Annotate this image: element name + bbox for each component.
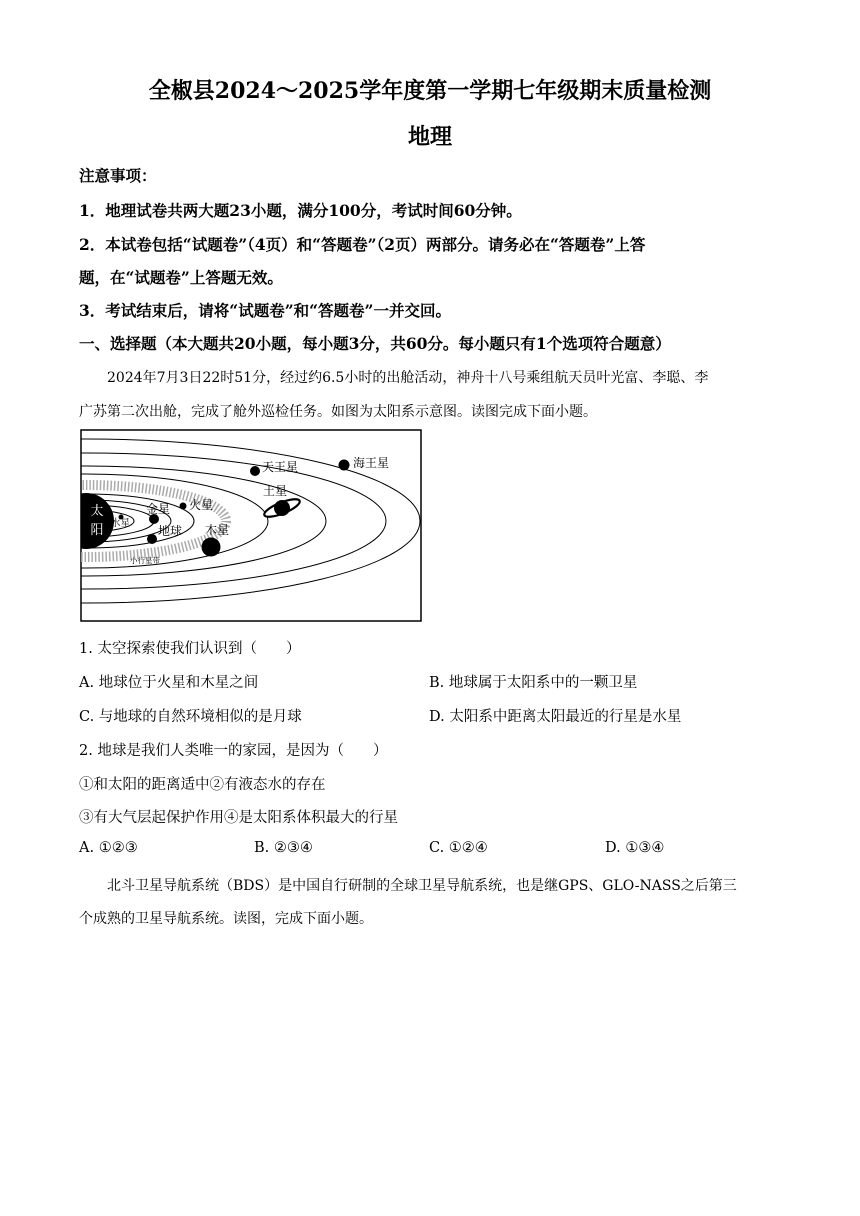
exam-title: 全椒县2024～2025学年度第一学期七年级期末质量检测 — [148, 78, 712, 104]
solar-system-diagram — [80, 429, 422, 622]
jupiter-label: 木星 — [205, 523, 230, 537]
mars — [180, 503, 187, 510]
passage-1-line-1: 2024年7月3日22时51分，经过约6.5小时的出舱活动，神舟十八号乘组航天员叶光富、李聪、李 — [107, 370, 709, 386]
q1-option-a: A. 地球位于火星和木星之间 — [79, 675, 259, 691]
asteroid-belt-label: 小行星带 — [130, 556, 160, 565]
section-heading: 一、选择题（本大题共20小题，每小题3分，共60分。每小题只有1个选项符合题意） — [79, 334, 671, 353]
uranus-label: 天王星 — [262, 460, 299, 474]
q2-stem: 2. 地球是我们人类唯一的家园，是因为（ ） — [79, 743, 388, 759]
neptune — [339, 460, 350, 471]
passage-2-line-2: 个成熟的卫星导航系统。读图，完成下面小题。 — [79, 911, 373, 927]
saturn — [274, 500, 290, 516]
q1-option-b: B. 地球属于太阳系中的一颗卫星 — [429, 675, 638, 691]
earth — [147, 534, 157, 544]
q2-option-c: C. ①②④ — [429, 840, 488, 856]
notice-heading: 注意事项： — [79, 166, 157, 185]
earth-label: 地球 — [158, 524, 183, 538]
jupiter — [202, 538, 221, 557]
notice-item-3: 3．考试结束后，请将“试题卷”和“答题卷”一并交回。 — [79, 301, 451, 320]
neptune-label: 海王星 — [353, 456, 390, 470]
uranus — [250, 466, 260, 476]
mars-label: 火星 — [189, 498, 214, 512]
saturn-label: 土星 — [263, 484, 288, 498]
venus-label: 金星 — [146, 502, 171, 516]
q2-statement-1: ①和太阳的距离适中②有液态水的存在 — [79, 777, 326, 793]
q1-option-d: D. 太阳系中距离太阳最近的行星是水星 — [429, 709, 682, 725]
mercury-label: 水星 — [111, 518, 131, 529]
subject-title: 地理 — [407, 124, 452, 150]
sun-label-2: 阳 — [90, 523, 104, 538]
q2-option-d: D. ①③④ — [605, 840, 665, 856]
q1-stem: 1. 太空探索使我们认识到（ ） — [79, 641, 301, 657]
passage-1-line-2: 广苏第二次出舱，完成了舱外巡检任务。如图为太阳系示意图。读图完成下面小题。 — [79, 404, 597, 420]
q1-option-c: C. 与地球的自然环境相似的是月球 — [79, 709, 302, 725]
notice-item-1: 1．地理试卷共两大题23小题，满分100分，考试时间60分钟。 — [79, 201, 522, 220]
notice-item-2-cont: 题，在“试题卷”上答题无效。 — [79, 268, 283, 287]
q2-option-a: A. ①②③ — [79, 840, 138, 856]
sun-label-1: 太 — [90, 504, 104, 519]
passage-2-line-1: 北斗卫星导航系统（BDS）是中国自行研制的全球卫星导航系统，也是继GPS、GLO-NASS之后第三 — [107, 878, 737, 894]
q2-statement-2: ③有大气层起保护作用④是太阳系体积最大的行星 — [79, 810, 398, 826]
notice-item-2: 2．本试卷包括“试题卷”（4页）和“答题卷”（2页）两部分。请务必在“答题卷”上答 — [79, 235, 646, 254]
q2-option-b: B. ②③④ — [254, 840, 313, 856]
